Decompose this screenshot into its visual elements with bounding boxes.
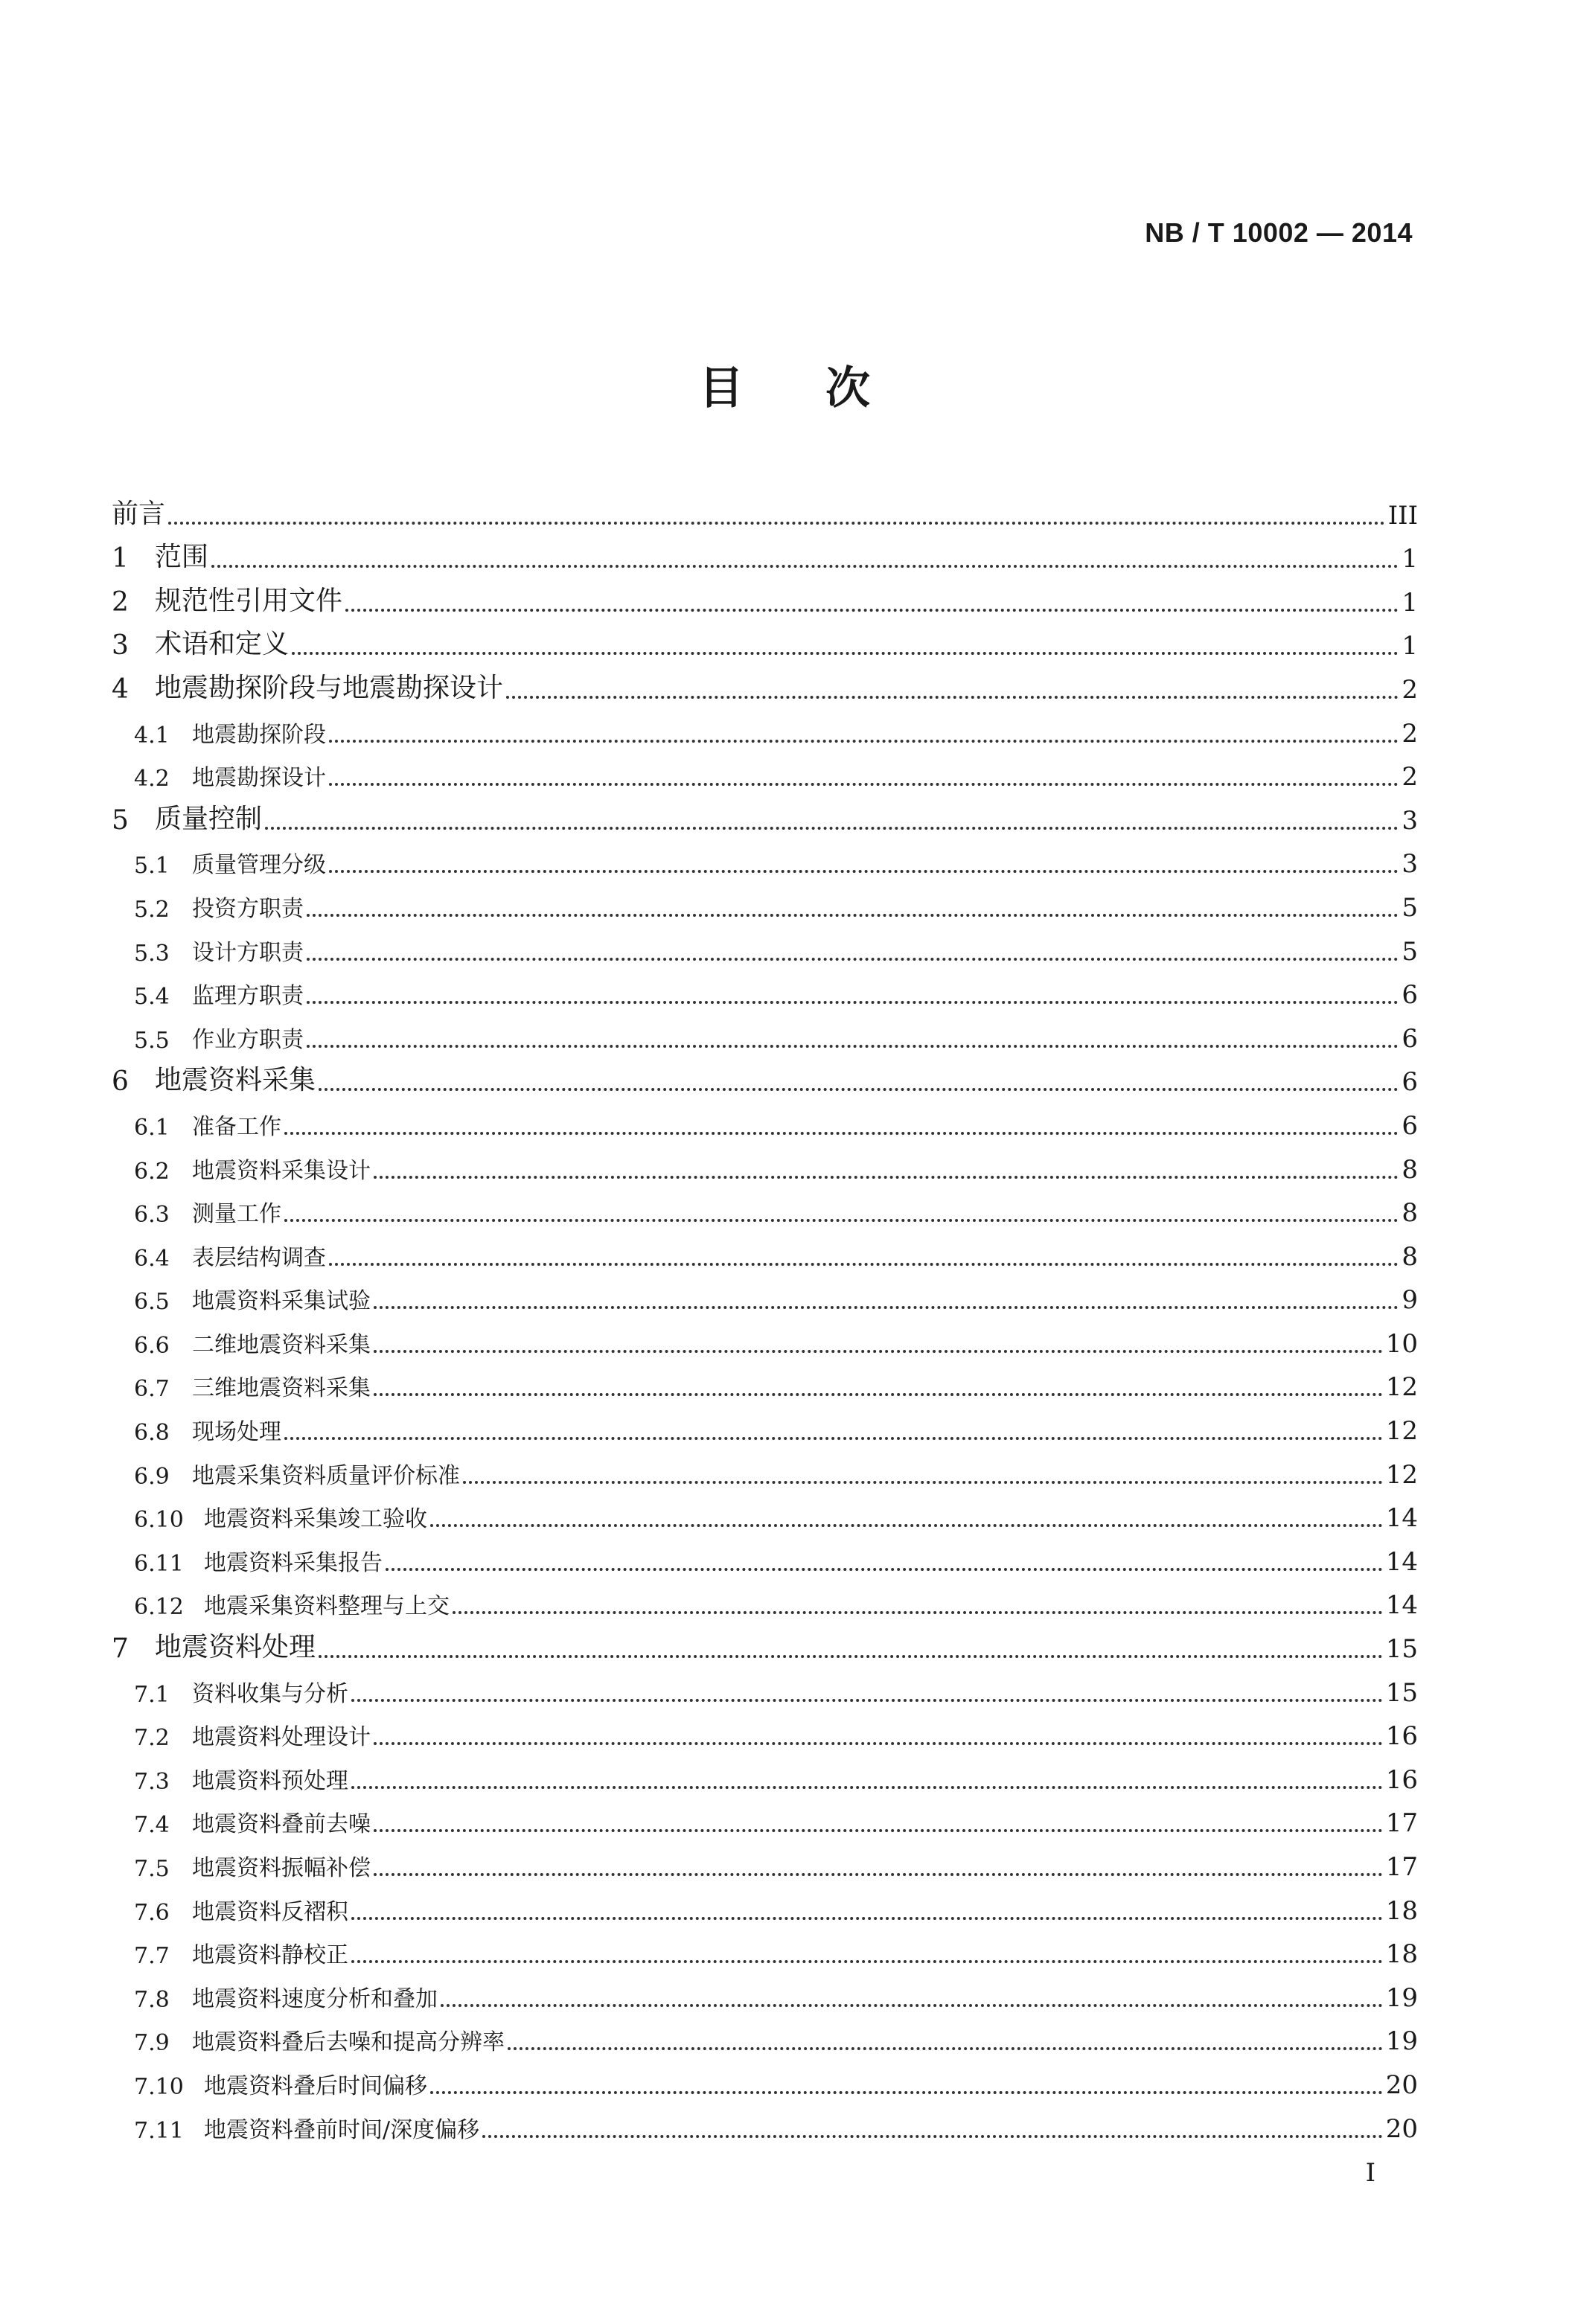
toc-dot-leader: [284, 1437, 1383, 1440]
toc-dot-leader: [351, 1786, 1383, 1789]
toc-entry-page: III: [1387, 500, 1418, 531]
toc-entry-page: 8: [1402, 1154, 1418, 1185]
toc-entry-title: 地震资料采集试验: [192, 1288, 371, 1315]
toc-entry-title: 作业方职责: [192, 1026, 304, 1053]
toc-dot-leader: [374, 1742, 1383, 1745]
toc-entry-number: 5.3: [134, 940, 170, 967]
toc-dot-leader: [351, 1699, 1383, 1702]
toc-entry[interactable]: [112, 883, 1418, 927]
toc-entry[interactable]: [112, 1537, 1418, 1581]
toc-entry-number: 4: [112, 673, 129, 705]
toc-entry-page: 6: [1402, 980, 1418, 1011]
toc-dot-leader: [430, 2091, 1383, 2094]
toc-entry-number: 6.6: [134, 1332, 170, 1359]
toc-entry-title: 地震资料采集: [155, 1065, 316, 1096]
toc-entry-number: 5: [112, 804, 129, 836]
toc-dot-leader: [284, 1132, 1399, 1135]
toc-entry-title: 前言: [112, 498, 166, 529]
toc-entry-number: 6.1: [134, 1114, 170, 1141]
toc-entry-title: 规范性引用文件: [155, 585, 343, 616]
toc-entry-page: 20: [1385, 2069, 1418, 2100]
table-of-contents: [112, 491, 1418, 2148]
toc-dot-leader: [374, 1176, 1399, 1179]
toc-dot-leader: [453, 1611, 1383, 1614]
toc-dot-leader: [482, 2135, 1383, 2138]
toc-entry[interactable]: [112, 1145, 1418, 1189]
toc-entry-page: 6: [1402, 1023, 1418, 1054]
toc-entry[interactable]: [112, 1843, 1418, 1886]
toc-entry-page: 1: [1402, 631, 1418, 662]
toc-entry-page: 12: [1385, 1416, 1418, 1447]
toc-entry-title: 地震资料叠后去噪和提高分辨率: [192, 2029, 505, 2056]
toc-entry-number: 4.1: [134, 722, 170, 749]
toc-entry-number: 2: [112, 586, 129, 618]
toc-entry-title: 地震资料静校正: [192, 1942, 348, 1969]
toc-entry-page: 6: [1402, 1067, 1418, 1098]
toc-entry[interactable]: [112, 1363, 1418, 1407]
toc-entry-page: 1: [1402, 544, 1418, 574]
toc-dot-leader: [329, 783, 1399, 786]
page-number: I: [1365, 2158, 1375, 2188]
toc-dot-leader: [351, 1960, 1383, 1963]
toc-entry-number: 7.7: [134, 1943, 170, 1970]
toc-entry-number: 6.8: [134, 1420, 170, 1447]
toc-entry-page: 1: [1402, 587, 1418, 618]
standard-code: NB / T 10002 — 2014: [1145, 217, 1413, 248]
toc-entry-title: 投资方职责: [192, 895, 304, 922]
toc-entry[interactable]: [112, 1058, 1418, 1102]
page-title: 目次: [699, 362, 952, 414]
toc-dot-leader: [211, 565, 1399, 568]
toc-entry-number: 6.2: [134, 1158, 170, 1185]
toc-entry-page: 19: [1385, 1982, 1418, 2013]
toc-dot-leader: [374, 1393, 1383, 1396]
toc-entry-number: 6.11: [134, 1550, 184, 1577]
toc-entry-number: 5.5: [134, 1027, 170, 1054]
toc-dot-leader: [319, 1088, 1399, 1091]
toc-entry-page: 9: [1402, 1285, 1418, 1316]
toc-entry-title: 地震资料处理设计: [192, 1724, 371, 1751]
toc-entry-page: 2: [1402, 762, 1418, 793]
toc-dot-leader: [307, 1001, 1399, 1004]
toc-entry-title: 地震资料振幅补偿: [192, 1855, 371, 1881]
toc-entry[interactable]: [112, 622, 1418, 666]
toc-entry-page: 17: [1385, 1852, 1418, 1882]
toc-entry-title: 监理方职责: [192, 983, 304, 1010]
toc-entry-number: 3: [112, 630, 129, 662]
toc-entry-page: 14: [1385, 1546, 1418, 1577]
toc-entry-number: 5.1: [134, 853, 170, 880]
toc-entry-title: 范围: [155, 542, 209, 573]
toc-entry[interactable]: [112, 1232, 1418, 1276]
toc-entry-page: 5: [1402, 936, 1418, 967]
toc-dot-leader: [463, 1481, 1383, 1484]
toc-entry[interactable]: [112, 2104, 1418, 2148]
toc-entry-page: 18: [1385, 1895, 1418, 1926]
toc-entry-page: 8: [1402, 1198, 1418, 1229]
toc-entry-title: 地震资料叠前去噪: [192, 1811, 371, 1838]
toc-entry-number: 7.5: [134, 1856, 170, 1882]
toc-entry-page: 19: [1385, 2026, 1418, 2057]
toc-entry[interactable]: [112, 1755, 1418, 1799]
toc-entry-page: 3: [1402, 805, 1418, 836]
toc-entry[interactable]: [112, 709, 1418, 753]
toc-entry-page: 3: [1402, 849, 1418, 880]
toc-entry[interactable]: [112, 2061, 1418, 2104]
toc-entry-page: 2: [1402, 674, 1418, 705]
toc-entry[interactable]: [112, 1799, 1418, 1843]
toc-entry-title: 地震资料速度分析和叠加: [192, 1985, 438, 2012]
toc-entry[interactable]: [112, 491, 1418, 535]
toc-entry[interactable]: [112, 971, 1418, 1015]
toc-entry-number: 7.4: [134, 1812, 170, 1839]
toc-entry-number: 7.1: [134, 1681, 170, 1708]
toc-dot-leader: [374, 1350, 1383, 1353]
toc-entry-title: 二维地震资料采集: [192, 1331, 371, 1358]
toc-entry-title: 三维地震资料采集: [192, 1375, 371, 1402]
toc-entry-title: 地震资料采集设计: [192, 1157, 371, 1184]
toc-entry[interactable]: [112, 1668, 1418, 1712]
toc-entry-number: 7.2: [134, 1725, 170, 1752]
toc-dot-leader: [508, 2047, 1383, 2050]
toc-entry[interactable]: [112, 1712, 1418, 1756]
toc-entry[interactable]: [112, 1581, 1418, 1625]
toc-entry-number: 6.5: [134, 1289, 170, 1316]
toc-entry-title: 地震采集资料整理与上交: [204, 1593, 450, 1620]
toc-entry-title: 地震资料处理: [155, 1632, 316, 1663]
toc-entry-number: 7: [112, 1633, 129, 1665]
toc-entry[interactable]: [112, 840, 1418, 884]
toc-entry-number: 6.4: [134, 1245, 170, 1272]
toc-entry-title: 准备工作: [192, 1113, 281, 1140]
toc-entry-page: 17: [1385, 1808, 1418, 1839]
toc-entry-number: 4.2: [134, 766, 170, 793]
toc-entry-number: 6.9: [134, 1463, 170, 1490]
toc-entry-page: 16: [1385, 1721, 1418, 1752]
toc-entry[interactable]: [112, 1101, 1418, 1145]
toc-entry-number: 6.10: [134, 1507, 184, 1534]
toc-dot-leader: [345, 609, 1399, 612]
toc-entry-title: 地震采集资料质量评价标准: [192, 1462, 460, 1489]
toc-entry-title: 测量工作: [192, 1201, 281, 1228]
toc-dot-leader: [430, 1524, 1383, 1527]
toc-dot-leader: [307, 1045, 1399, 1048]
toc-entry[interactable]: [112, 1624, 1418, 1668]
toc-dot-leader: [506, 696, 1399, 699]
toc-dot-leader: [292, 652, 1399, 655]
toc-entry[interactable]: [112, 1930, 1418, 1974]
toc-entry-title: 质量控制: [155, 803, 263, 834]
toc-entry[interactable]: [112, 1450, 1418, 1494]
toc-entry-number: 7.11: [134, 2117, 184, 2144]
toc-entry-title: 地震勘探阶段: [192, 721, 326, 748]
toc-entry-page: 14: [1385, 1503, 1418, 1534]
toc-entry[interactable]: [112, 578, 1418, 622]
toc-entry-number: 6.3: [134, 1202, 170, 1229]
toc-dot-leader: [374, 1829, 1383, 1832]
toc-entry[interactable]: [112, 796, 1418, 840]
toc-entry-page: 18: [1385, 1939, 1418, 1970]
toc-entry[interactable]: [112, 1494, 1418, 1538]
toc-entry-number: 7.8: [134, 1986, 170, 2013]
toc-entry-title: 表层结构调查: [192, 1244, 326, 1271]
toc-entry-page: 15: [1385, 1677, 1418, 1708]
toc-entry-page: 14: [1385, 1590, 1418, 1621]
toc-entry-number: 6: [112, 1066, 129, 1098]
toc-entry[interactable]: [112, 927, 1418, 971]
toc-entry[interactable]: [112, 1886, 1418, 1930]
toc-dot-leader: [441, 2004, 1383, 2007]
toc-entry-number: 5.4: [134, 984, 170, 1011]
toc-entry-title: 设计方职责: [192, 939, 304, 966]
toc-dot-leader: [307, 958, 1399, 961]
toc-entry-number: 1: [112, 543, 129, 574]
toc-entry[interactable]: [112, 2017, 1418, 2061]
toc-entry[interactable]: [112, 1276, 1418, 1320]
toc-dot-leader: [374, 1873, 1383, 1876]
toc-entry-page: 8: [1402, 1241, 1418, 1272]
toc-entry-number: 7.3: [134, 1768, 170, 1795]
toc-entry-title: 地震勘探阶段与地震勘探设计: [155, 672, 504, 703]
toc-entry-title: 地震资料叠后时间偏移: [204, 2072, 427, 2099]
toc-entry-number: 7.6: [134, 1899, 170, 1926]
toc-entry-title: 地震资料叠前时间/深度偏移: [204, 2116, 480, 2143]
toc-dot-leader: [307, 914, 1399, 917]
toc-dot-leader: [329, 870, 1399, 873]
toc-dot-leader: [329, 1263, 1399, 1266]
toc-dot-leader: [386, 1568, 1383, 1571]
toc-dot-leader: [265, 827, 1399, 830]
toc-entry-title: 质量管理分级: [192, 852, 326, 879]
toc-dot-leader: [319, 1655, 1383, 1658]
toc-entry[interactable]: [112, 1189, 1418, 1233]
toc-entry-page: 12: [1385, 1459, 1418, 1490]
toc-entry-title: 地震资料反褶积: [192, 1898, 348, 1925]
toc-entry-title: 现场处理: [192, 1419, 281, 1446]
toc-dot-leader: [329, 740, 1399, 743]
toc-entry[interactable]: [112, 665, 1418, 709]
toc-dot-leader: [351, 1917, 1383, 1920]
toc-dot-leader: [284, 1219, 1399, 1222]
toc-entry-page: 5: [1402, 892, 1418, 923]
toc-dot-leader: [168, 522, 1385, 525]
toc-entry-page: 6: [1402, 1110, 1418, 1141]
toc-entry[interactable]: [112, 1014, 1418, 1058]
toc-entry[interactable]: [112, 535, 1418, 579]
toc-entry-title: 地震资料采集竣工验收: [204, 1506, 427, 1533]
toc-entry-page: 12: [1385, 1372, 1418, 1403]
toc-entry-number: 6.12: [134, 1594, 184, 1621]
toc-entry[interactable]: [112, 1319, 1418, 1363]
toc-entry-title: 术语和定义: [155, 629, 290, 660]
toc-entry[interactable]: [112, 753, 1418, 797]
toc-entry-page: 2: [1402, 718, 1418, 749]
toc-entry[interactable]: [112, 1406, 1418, 1450]
toc-entry-title: 资料收集与分析: [192, 1680, 348, 1707]
toc-entry-number: 7.10: [134, 2073, 184, 2100]
toc-entry-page: 16: [1385, 1764, 1418, 1795]
toc-entry-number: 7.9: [134, 2030, 170, 2057]
toc-entry-page: 20: [1385, 2113, 1418, 2144]
toc-entry-title: 地震资料预处理: [192, 1767, 348, 1794]
toc-dot-leader: [374, 1306, 1399, 1309]
toc-entry[interactable]: [112, 1974, 1418, 2017]
toc-entry-number: 6.7: [134, 1376, 170, 1403]
toc-entry-page: 15: [1385, 1634, 1418, 1665]
toc-entry-title: 地震资料采集报告: [204, 1549, 383, 1576]
toc-entry-page: 10: [1385, 1328, 1418, 1359]
toc-entry-number: 5.2: [134, 896, 170, 923]
toc-entry-title: 地震勘探设计: [192, 765, 326, 792]
